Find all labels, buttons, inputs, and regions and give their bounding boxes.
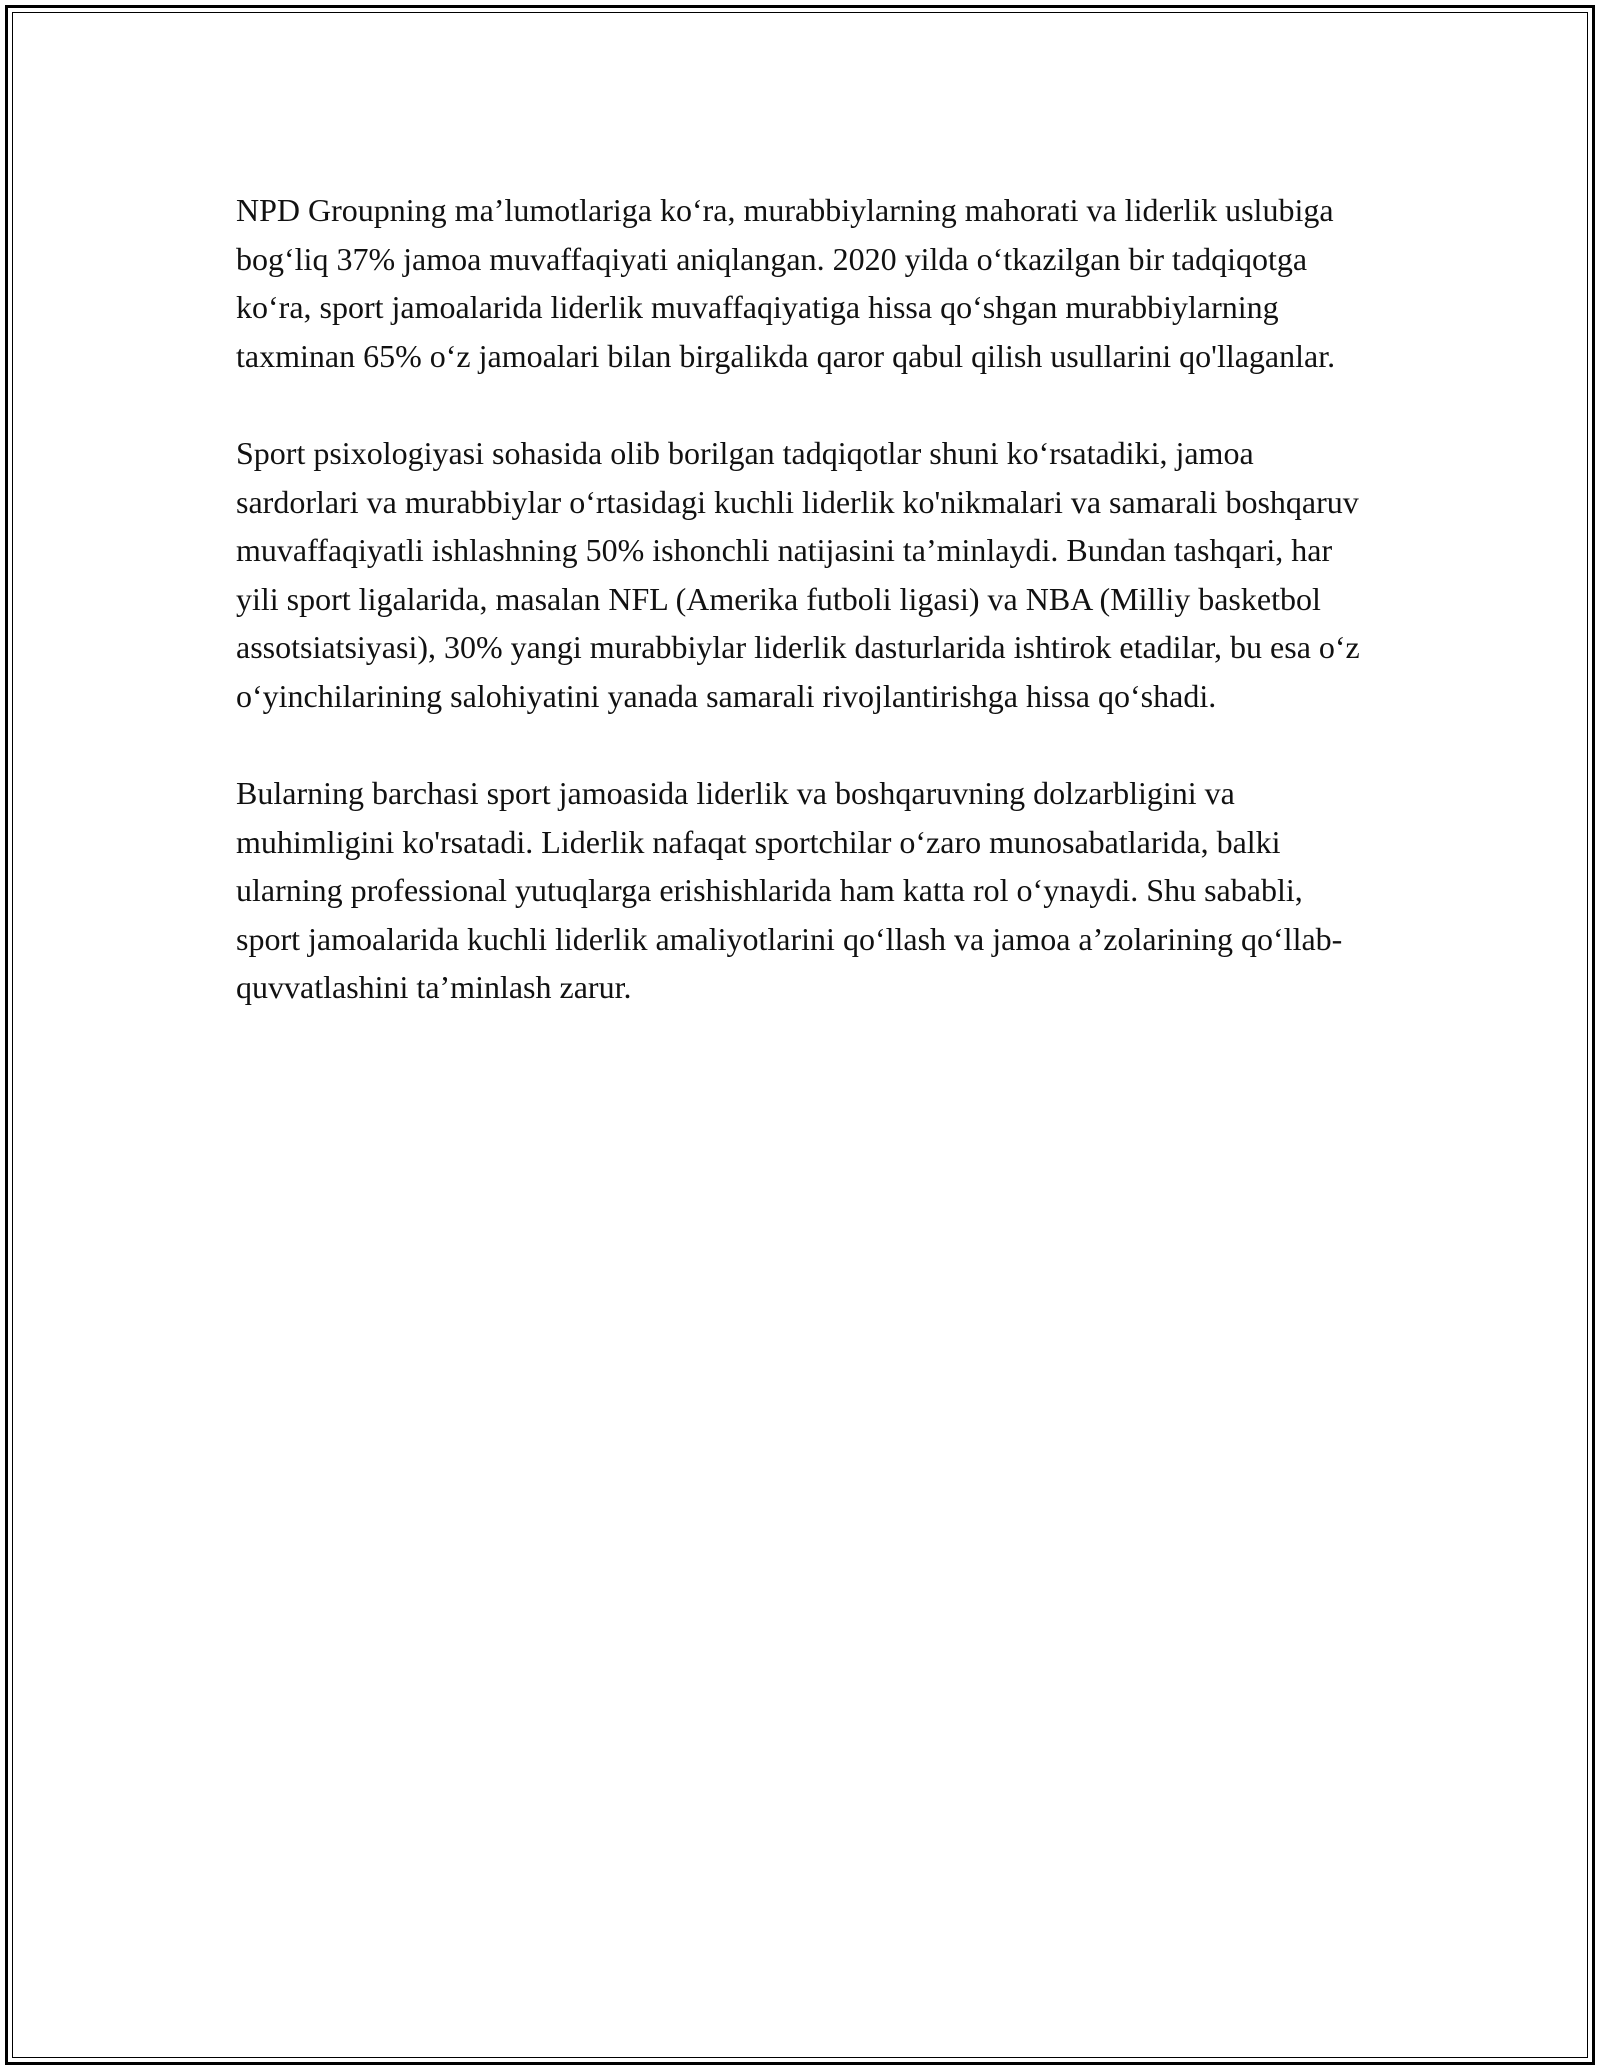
document-body [236, 186, 1366, 1061]
paragraph-3: Bularning barchasi sport jamoasida liderlik va boshqaruvning dolzarbligini va muhimligini ko'rsatadi. Liderlik nafaqat sportchilar o‘zaro munosabatlarida, balki ularning professional yutuqlarga erishishlarida ham katta rol o‘ynaydi. Shu sababli, sport jamoalarida kuchli liderlik amaliyotlarini qo‘llash va jamoa a’zolarining qo‘llab-quvvatlashini ta’minlash zarur. [236, 775, 1343, 1005]
paragraph-2: Sport psixologiyasi sohasida olib borilgan tadqiqotlar shuni ko‘rsatadiki, jamoa sardorlari va murabbiylar o‘rtasidagi kuchli liderlik ko'nikmalari va samarali boshqaruv muvaffaqiyatli ishlashning 50% ishonchli natijasini ta’minlaydi. Bundan tashqari, har yili sport ligalarida, masalan NFL (Amerika futboli ligasi) va NBA (Milliy basketbol assotsiatsiyasi), 30% yangi murabbiylar liderlik dasturlarida ishtirok etadilar, bu esa o‘z o‘yinchilarining salohiyatini yanada samarali rivojlantirishga hissa qo‘shadi. [236, 435, 1360, 714]
paragraph-1: NPD Groupning ma’lumotlariga ko‘ra, murabbiylarning mahorati va liderlik uslubiga bog‘liq 37% jamoa muvaffaqiyati aniqlangan. 2020 yilda o‘tkazilgan bir tadqiqotga ko‘ra, sport jamoalarida liderlik muvaffaqiyatiga hissa qo‘shgan murabbiylarning taxminan 65% o‘z jamoalari bilan birgalikda qaror qabul qilish usullarini qo'llaganlar. [236, 192, 1336, 374]
